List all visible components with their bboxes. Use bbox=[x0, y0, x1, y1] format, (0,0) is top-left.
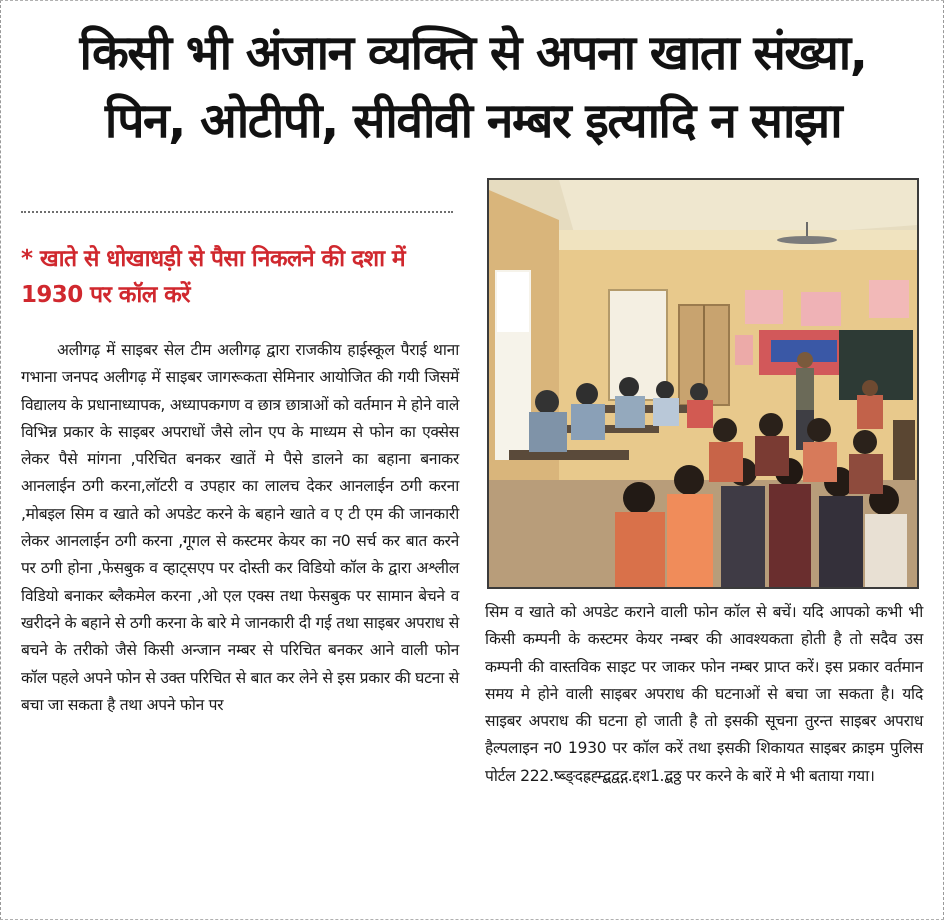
body-column-left bbox=[21, 337, 459, 719]
body-column-right: सिम व खाते को अपडेट कराने वाली फोन कॉल से बचें। यदि आपको कभी भी किसी कम्पनी के कस्टमर केयर नम्बर की आवश्यकता होती है तो सदैव उस कम्पनी की वास्तविक साइट पर जाकर फोन नम्बर प्राप्त करें। इस प्रकार वर्तमान समय मे होने वाली साइबर अपराध की घटनाओं से बचा जा सकता है। यदि साइबर अपराध की घटना हो जाती है तो इसकी सूचना तुरन्त साइबर अपराध हैल्पलाइन न0 1930 पर कॉल करें तथा इसकी शिकायत साइबर क्राइम पुलिस पोर्टल 222.ष्ब्ङ्दह्रह्म्द्बद्वद्ग.द्दश1.द्बठ्ठ पर करने के बारें मे भी बताया गया। bbox=[485, 603, 923, 785]
seminar-photo bbox=[487, 178, 919, 589]
subheading: * खाते से धोखाधड़ी से पैसा निकलने की दशा में 1930 पर कॉल करें bbox=[21, 246, 406, 308]
dotted-divider bbox=[21, 211, 453, 213]
headline bbox=[13, 19, 933, 155]
headline-line-2: पिन, ओटीपी, सीवीवी नम्बर इत्यादि न साझा bbox=[104, 93, 842, 149]
body-text-left: अलीगढ़ में साइबर सेल टीम अलीगढ़ द्वारा राजकीय हाईस्कूल पैराई थाना गभाना जनपद अलीगढ़ में साइबर जागरूकता सेमिनार आयोजित की गयी जिसमें विद्यालय के प्रधानाध्यापक, अध्यापकगण व छात्र छात्राओं को वर्तमान मे होने वाले विभिन्न प्रकार के साइबर अपराधों जैसे लोन एप के माध्यम से फोन का एक्सेस लेकर पैसे मांगना ,परिचित बनकर खातें मे पैसे डालने का बहाना बनाकर आनलाईन ठगी करना,लॉटरी व उपहार का लालच देकर आनलाईन ठगी करना ,मोबइल सिम व खाते को अपडेट करने के बहाने खाते व ए टी एम की जानकारी लेकर आनलाईन ठगी करना ,गूगल से कस्टमर केयर का न0 सर्च कर बात करने पर ठगी होना ,फेसबुक व व्हाट्सएप पर दोस्ती कर विडियो कॉल के द्वारा अश्लील विडियो बनाकर ब्लैकमेल करना ,ओ एल एक्स तथा फेसबुक पर सामान बेचने व खरीदने के बहाने से ठगी करना के बारे मे जानकारी दी गई तथा साइबर अपराध से बचने के तरीको जैसे किसी अन्जान नम्बर से परिचित बनकर आने वाली फोन कॉल पहले अपने फोन से उक्त परिचित से बात कर लेने से इस प्रकार की घटना से बचा जा सकता है तथा अपने फोन पर bbox=[21, 341, 459, 714]
headline-line-1: किसी भी अंजान व्यक्ति से अपना खाता संख्या, bbox=[79, 25, 867, 81]
